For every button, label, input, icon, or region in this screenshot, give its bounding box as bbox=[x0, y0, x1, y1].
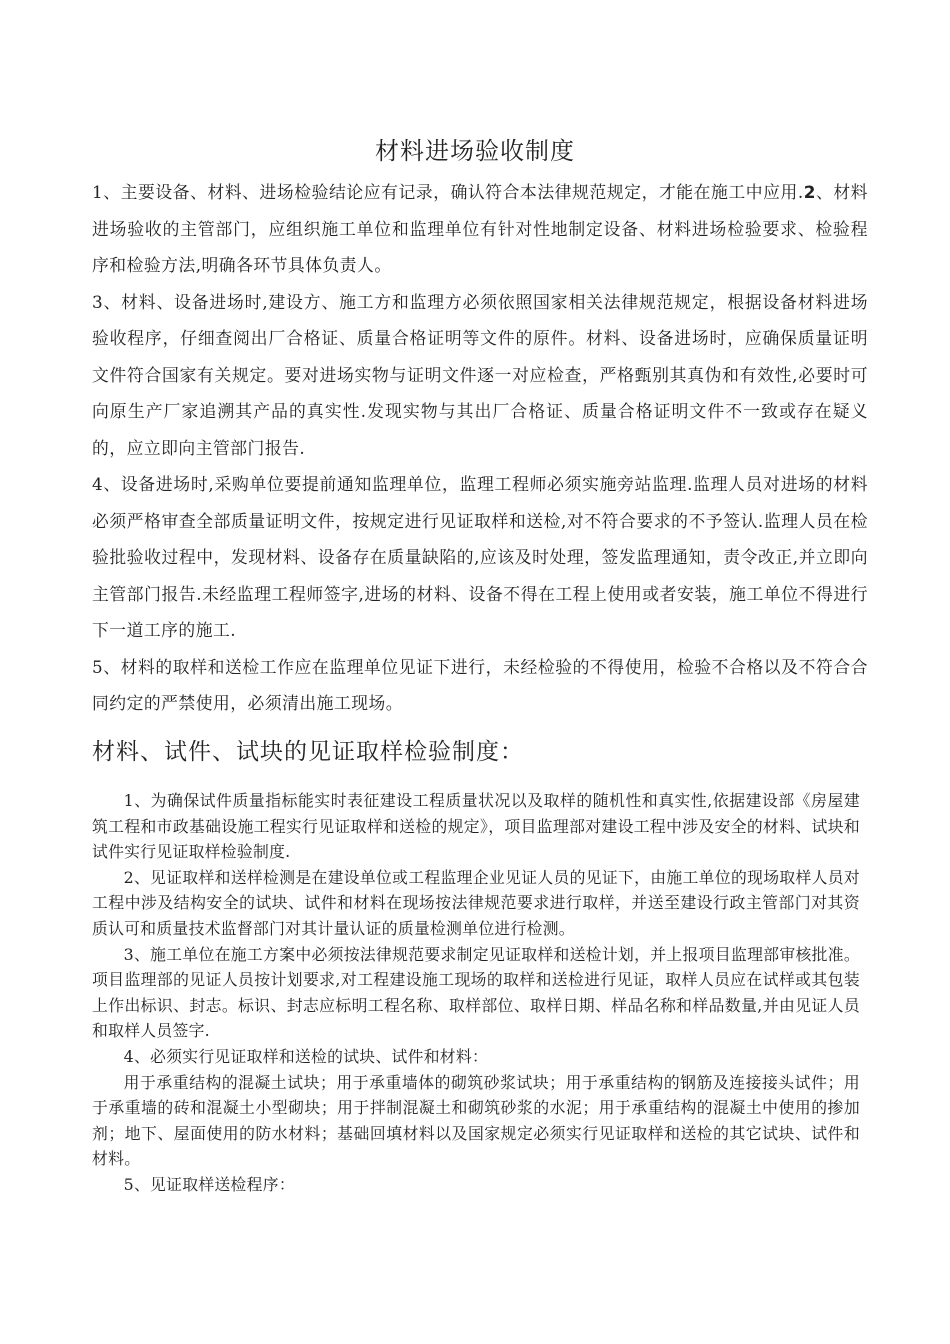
rule-paragraph-1-2 bbox=[92, 174, 868, 284]
section-heading-witness-sampling: 材料、试件、试块的见证取样检验制度： bbox=[92, 739, 524, 765]
sampling-paragraph-4-detail: 用于承重结构的混凝土试块；用于承重墙体的砌筑砂浆试块；用于承重结构的钢筋及连接接头试件；用于承重墙的砖和混凝土小型砌块；用于拌制混凝土和砌筑砂浆的水泥；用于承重结构的混凝土中使用的掺加剂；地下、屋面使用的防水材料；基础回填材料以及国家规定必须实行见证取样和送检的其它试块、试件和材料。 bbox=[92, 1072, 860, 1169]
rule-paragraph-3: 3、材料、设备进场时,建设方、施工方和监理方必须依照国家相关法律规范规定，根据设备材料进场验收程序，仔细查阅出厂合格证、质量合格证明等文件的原件。材料、设备进场时，应确保质量证明文件符合国家有关规定。要对进场实物与证明文件逐一对应检查，严格甄别其真伪和有效性,必要时可向原生产厂家追溯其产品的真实性.发现实物与其出厂合格证、质量合格证明文件不一致或存在疑义的，应立即向主管部门报告. bbox=[92, 291, 868, 458]
sampling-paragraph-5: 5、见证取样送检程序： bbox=[123, 1174, 295, 1194]
sampling-paragraph-4: 4、必须实行见证取样和送检的试块、试件和材料： bbox=[123, 1046, 489, 1066]
rule-2-number: 2 bbox=[803, 182, 816, 202]
sampling-paragraph-1: 1、为确保试件质量指标能实时表征建设工程质量状况以及取样的随机性和真实性,依据建设部《房屋建筑工程和市政基础设施工程实行见证取样和送检的规定》，项目监理部对建设工程中涉及安全的材料、试块和试件实行见证取样检验制度. bbox=[92, 791, 860, 862]
rule-paragraph-4: 4、设备进场时,采购单位要提前通知监理单位，监理工程师必须实施旁站监理.监理人员对进场的材料必须严格审查全部质量证明文件，按规定进行见证取样和送检,对不符合要求的不予签认.监理人员在检验批验收过程中，发现材料、设备存在质量缺陷的,应该及时处理，签发监理通知，责令改正,并立即向主管部门报告.未经监理工程师签字,进场的材料、设备不得在工程上使用或者安装，施工单位不得进行下一道工序的施工. bbox=[92, 474, 869, 640]
sampling-paragraph-2: 2、见证取样和送样检测是在建设单位或工程监理企业见证人员的见证下，由施工单位的现场取样人员对工程中涉及结构安全的试块、试件和材料在现场按法律规范要求进行取样，并送至建设行政主管部门对其资质认可和质量技术监督部门对其计量认证的质量检测单位进行检测。 bbox=[92, 867, 860, 938]
rule-paragraph-5: 5、材料的取样和送检工作应在监理单位见证下进行，未经检验的不得使用，检验不合格以及不符合合同约定的严禁使用，必须清出施工现场。 bbox=[92, 656, 868, 713]
sampling-paragraph-3: 3、施工单位在施工方案中必须按法律规范要求制定见证取样和送检计划，并上报项目监理部审核批准。项目监理部的见证人员按计划要求,对工程建设施工现场的取样和送检进行见证，取样人员应在试样或其包装上作出标识、封志。标识、封志应标明工程名称、取样部位、取样日期、样品名称和样品数量,并由见证人员和取样人员签字. bbox=[92, 944, 860, 1041]
witness-sampling-section bbox=[92, 788, 860, 1198]
rule-2-text: 、材料进场验收的主管部门，应组织施工单位和监理单位有针对性地制定设备、材料进场检验要求、检验程序和检验方法,明确各环节具体负责人。 bbox=[92, 182, 868, 275]
rule-1-text: 1、主要设备、材料、进场检验结论应有记录，确认符合本法律规范规定，才能在施工中应用. bbox=[92, 182, 804, 202]
acceptance-rules-section bbox=[92, 174, 868, 722]
document-title: 材料进场验收制度 bbox=[375, 137, 575, 165]
